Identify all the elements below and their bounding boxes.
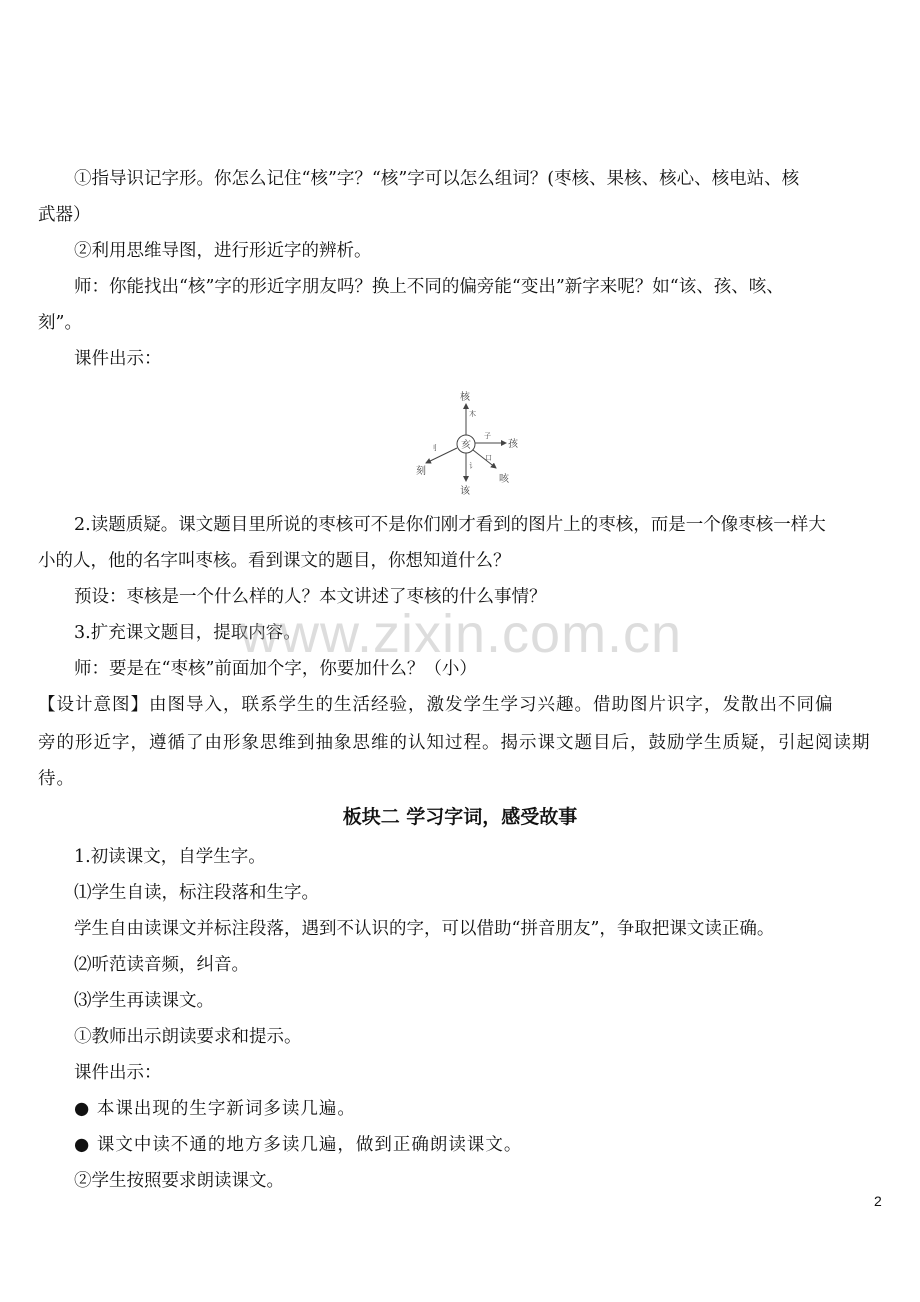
paragraph-teacher-3: 师：要是在“枣核”前面加个字，你要加什么？（小） bbox=[74, 659, 477, 679]
diagram-top-radical: 木 bbox=[469, 410, 476, 418]
diagram-center-char: 亥 bbox=[461, 440, 471, 451]
paragraph-first-read: 1.初读课文，自学生字。 bbox=[74, 847, 266, 867]
paragraph-free-read: 学生自由读课文并标注段落，遇到不认识的字，可以借助“拼音朋友”，争取把课文读正确。 bbox=[74, 919, 775, 939]
paragraph-design-intent-2: 旁的形近字，遵循了由形象思维到抽象思维的认知过程。揭示课文题目后，鼓励学生质疑，引起阅读期 bbox=[38, 733, 871, 753]
mindmap-diagram bbox=[400, 388, 524, 500]
paragraph-design-intent-3: 待。 bbox=[38, 769, 75, 789]
diagram-top-char: 核 bbox=[460, 392, 470, 403]
diagram-bottom-char: 该 bbox=[460, 486, 470, 497]
paragraph-read-aloud: ②学生按照要求朗读课文。 bbox=[74, 1171, 284, 1191]
paragraph-teacher-1: 师：你能找出“核”字的形近字朋友吗？换上不同的偏旁能“变出”新字来呢？如“该、孩、咳、 bbox=[74, 277, 784, 297]
page-number: 2 bbox=[874, 1193, 882, 1209]
section-heading: 板块二 学习字词，感受故事 bbox=[342, 806, 578, 828]
diagram-right-radical: 子 bbox=[484, 432, 491, 440]
watermark: www.zixin.com.cn bbox=[240, 604, 683, 664]
paragraph-design-intent-1: 【设计意图】由图导入，联系学生的生活经验，激发学生学习兴趣。借助图片识字，发散出不同偏 bbox=[38, 695, 834, 715]
diagram-right-char: 孩 bbox=[508, 439, 518, 450]
paragraph-reread: ⑶学生再读课文。 bbox=[74, 991, 214, 1011]
paragraph-read-title-1: 2.读题质疑。课文题目里所说的枣核可不是你们刚才看到的图片上的枣核，而是一个像枣核一样大 bbox=[74, 515, 826, 535]
paragraph-preset: 预设：枣核是一个什么样的人？本文讲述了枣核的什么事情？ bbox=[74, 587, 547, 607]
paragraph-self-read: ⑴学生自读，标注段落和生字。 bbox=[74, 883, 319, 903]
paragraph-expand-title: 3.扩充课文题目，提取内容。 bbox=[74, 623, 301, 643]
diagram-bottom-right-char: 咳 bbox=[499, 474, 509, 485]
paragraph-read-title-2: 小的人，他的名字叫枣核。看到课文的题目，你想知道什么？ bbox=[38, 551, 511, 571]
paragraph-teacher-2: 刻”。 bbox=[38, 313, 82, 333]
paragraph-char-shape-1: ①指导识记字形。你怎么记住“核”字？“核”字可以怎么组词？(枣核、果核、核心、核电站、核 bbox=[74, 169, 800, 189]
diagram-bottom-radical: 讠 bbox=[469, 462, 476, 470]
bullet-item-1: ● 本课出现的生字新词多读几遍。 bbox=[74, 1099, 356, 1119]
bullet-item-2: ● 课文中读不通的地方多读几遍，做到正确朗读课文。 bbox=[74, 1135, 523, 1155]
paragraph-courseware-2: 课件出示： bbox=[74, 1063, 162, 1083]
paragraph-courseware-1: 课件出示： bbox=[74, 349, 162, 369]
diagram-left-char: 刻 bbox=[416, 466, 426, 477]
paragraph-mindmap: ②利用思维导图，进行形近字的辨析。 bbox=[74, 241, 372, 261]
paragraph-char-shape-2: 武器） bbox=[38, 205, 91, 225]
diagram-left-radical: 刂 bbox=[430, 444, 437, 452]
paragraph-requirements: ①教师出示朗读要求和提示。 bbox=[74, 1027, 302, 1047]
diagram-bottom-right-radical: 口 bbox=[485, 454, 492, 462]
paragraph-audio: ⑵听范读音频，纠音。 bbox=[74, 955, 249, 975]
